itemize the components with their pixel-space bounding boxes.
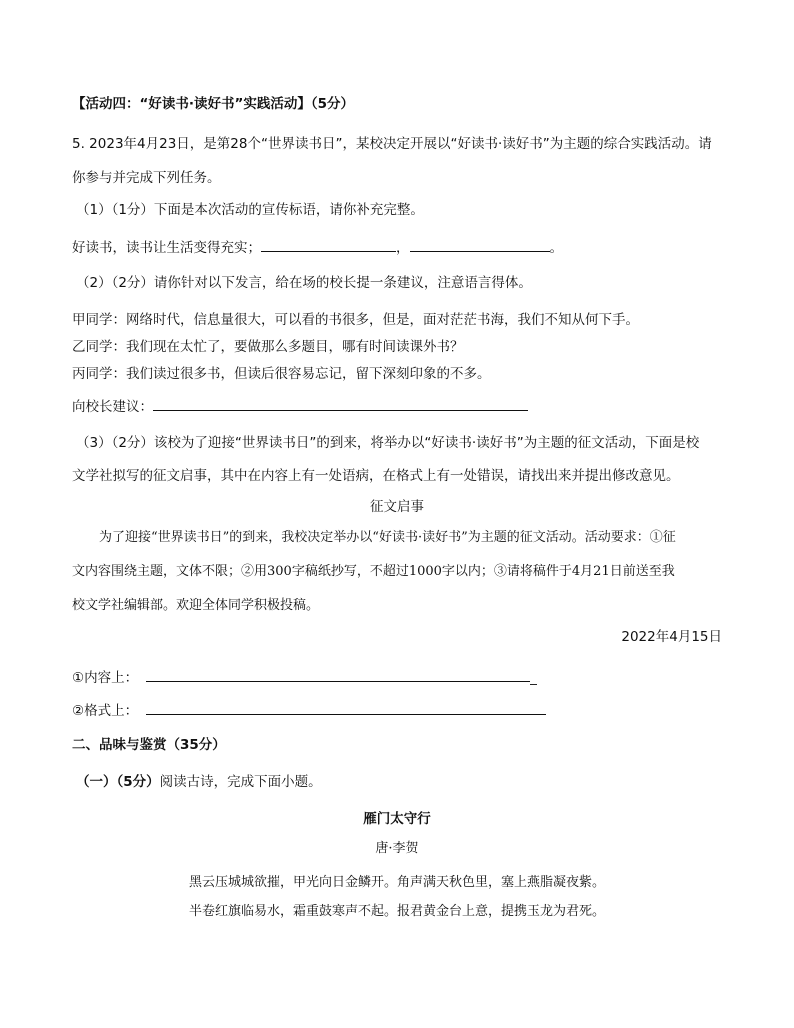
student-a-statement: 甲同学：网络时代，信息量很大，可以看的书很多，但是，面对茫茫书海，我们不知从何下手。 [72,312,639,328]
student-c-statement: 丙同学：我们读过很多书，但读后很容易忘记，留下深刻印象的不多。 [72,366,491,382]
suggestion-label: 向校长建议： [72,399,153,415]
poem-author: 唐·李贺 [375,841,419,856]
part1-text: 阅读古诗，完成下面小题。 [159,774,322,790]
slogan-blank-1[interactable] [261,237,396,252]
question5-line2: 你参与并完成下列任务。 [72,170,221,186]
notice-line2: 文内容围绕主题，文体不限；②用300字稿纸抄写，不超过1000字以内；③请将稿件于4月21日前送至我 [72,564,675,579]
answer-content-blank[interactable] [146,667,530,682]
section2-header: 二、品味与鉴赏（35分） [72,737,226,753]
notice-line1: 为了迎接“世界读书日”的到来，我校决定举办以“好读书·读好书”为主题的征文活动。活动要求：①征 [99,530,676,545]
answer-content-tail: _ [530,670,537,686]
task1-label: （1）（1分）下面是本次活动的宣传标语，请你补充完整。 [76,202,424,218]
answer-content-label: ①内容上： [72,670,139,686]
slogan-prefix: 好读书，读书让生活变得充实； [72,240,261,256]
poem-line2: 半卷红旗临易水，霜重鼓寒声不起。报君黄金台上意，提携玉龙为君死。 [188,904,605,919]
notice-line3: 校文学社编辑部。欢迎全体同学积极投稿。 [72,598,320,613]
part1-line [76,772,322,792]
task3-line1: （3）（2分）该校为了迎接“世界读书日”的到来，将举办以“好读书·读好书”为主题的征文活动，下面是校 [76,435,700,451]
task3-line2: 文学社拟写的征文启事，其中在内容上有一处语病，在格式上有一处错误，请找出来并提出修改意见。 [72,468,680,484]
suggestion-blank[interactable] [153,396,528,411]
answer-format-blank[interactable] [146,700,546,715]
slogan-end: 。 [549,240,563,256]
slogan-blank-2[interactable] [410,237,550,252]
answer-format-label: ②格式上： [72,703,139,719]
answer-content-line [72,667,537,688]
poem-title: 雁门太守行 [363,811,431,827]
slogan-comma: ， [396,240,410,256]
answer-format-line [72,700,546,721]
notice-date: 2022年4月15日 [621,629,722,645]
suggestion-line [72,396,528,417]
slogan-line [72,237,563,258]
poem-line1: 黑云压城城欲摧，甲光向日金鳞开。角声满天秋色里，塞上燕脂凝夜紫。 [188,875,605,890]
activity4-header: 【活动四：“好读书·读好书”实践活动】（5分） [72,96,355,112]
student-b-statement: 乙同学：我们现在太忙了，要做那么多题目，哪有时间读课外书？ [72,339,464,355]
notice-title: 征文启事 [370,499,424,515]
part1-prefix: （一）（5分） [76,774,160,790]
task2-label: （2）（2分）请你针对以下发言，给在场的校长提一条建议，注意语言得体。 [76,275,532,291]
question5-line1: 5. 2023年4月23日，是第28个“世界读书日”，某校决定开展以“好读书·读好书”为主题的综合实践活动。请 [72,136,712,152]
